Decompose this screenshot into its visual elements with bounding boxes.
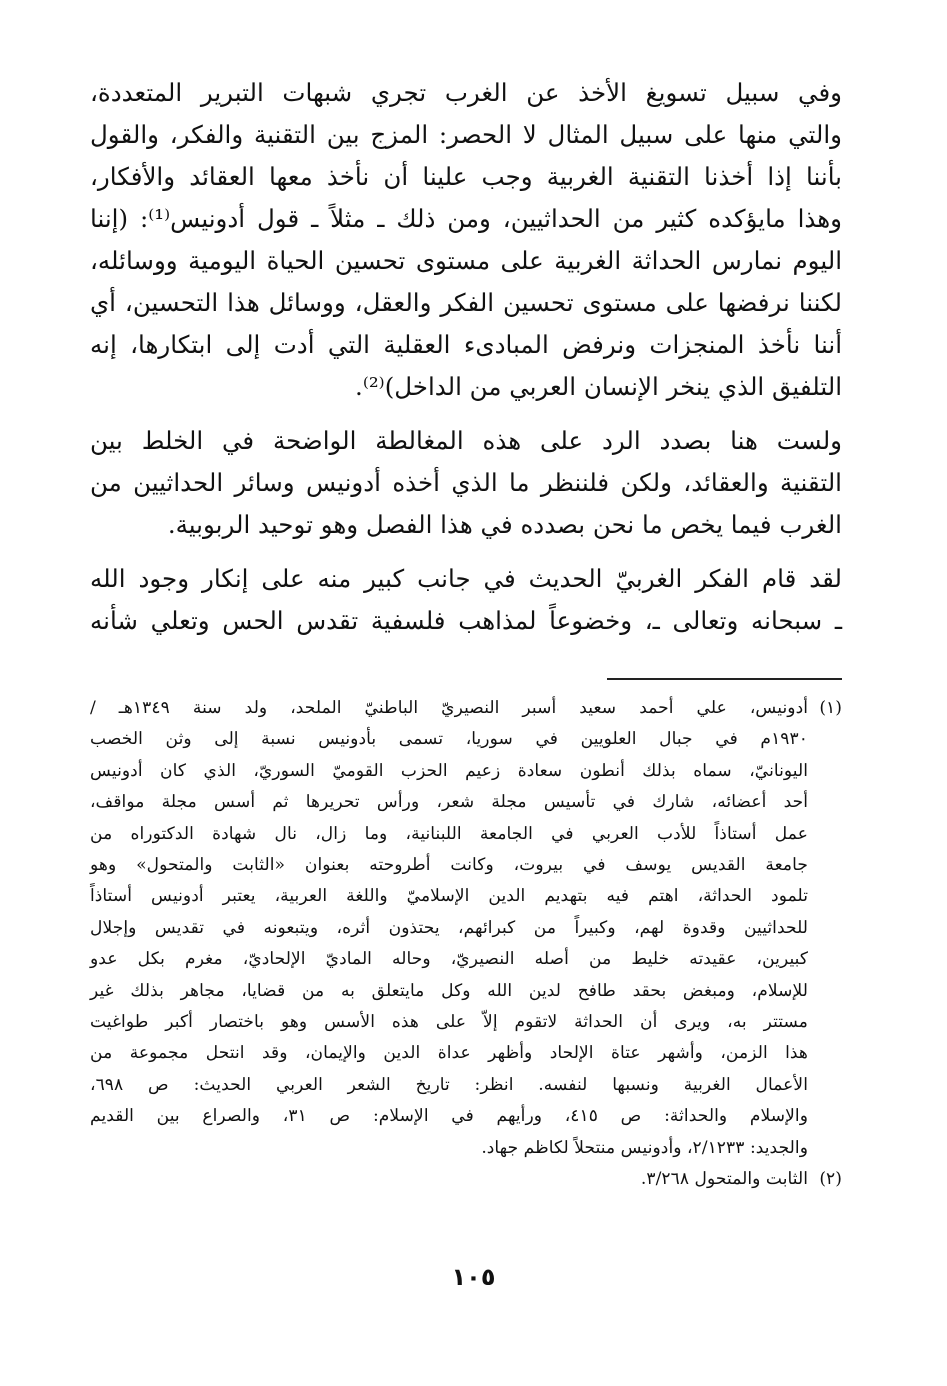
footnote-line: الثابت والمتحول ٣/٢٦٨. [640,1169,808,1190]
text-line: ولست هنا بصدد الرد على هذه المغالطة الواضحة في الخلط بين [90,426,842,455]
text-line: وفي سبيل تسويغ الأخذ عن الغرب تجري شبهات التبرير المتعددة، [90,78,842,107]
text-line: ـ سبحانه وتعالى ـ، وخضوعاً لمذاهب فلسفية تقدس الحس وتعلي شأنه [90,606,842,635]
footnote-line: للإسلام، ومبغض بحقد طافح لدين الله وكل مايتعلق به من قضايا، مجاهر بذلك غير [90,980,808,1001]
footnote-line: عمل أستاذاً للأدب العربي في الجامعة اللبنانية، وما زال، نال شهادة الدكتوراه من [90,823,808,844]
footnote-line: هذا الزمن، وأشهر عتاة الإلحاد وأظهر عداة الدين والإيمان، وقد انتحل مجموعة من [90,1043,808,1064]
main-text [90,72,842,654]
footnote-line: والإسلام والحداثة: ص ٤١٥، ورأيهم في الإسلام: ص ٣١، والصراع بين القديم [90,1106,808,1127]
footnote-number: (٢) [819,1169,842,1190]
footnote-line: للحداثيين وقدوة لهم، وكبيراً من كبرائهم، يحتذون أثره، ويتبعونه في تقديس وإجلال [90,917,808,938]
text-line: لقد قام الفكر الغربيّ الحديث في جانب كبير منه على إنكار وجود الله [90,564,842,593]
footnote-line: أدونيس، علي أحمد سعيد أسبر النصيريّ الباطنيّ الملحد، ولد سنة ١٣٤٩هـ / [90,698,808,718]
text-line: لكننا نرفضها على مستوى تحسين الفكر والعقل، ووسائل هذا التحسين، أي [90,288,842,317]
text-line: أننا نأخذ المنجزات ونرفض المبادىء العقلية التي أدت إلى ابتكارها، إنه [90,330,842,359]
footnote-line: جامعة القديس يوسف في بيروت، وكانت أطروحته بعنوان «الثابت والمتحول» وهو [90,855,808,876]
text-line: وهذا مايؤكده كثير من الحداثيين، ومن ذلك ـ مثلاً ـ قول أدونيس⁽¹⁾: (إننا [90,204,842,233]
text-line: بأننا إذا أخذنا التقنية الغربية وجب علينا أن نأخذ معها العقائد والأفكار، [90,162,842,191]
footnote-2 [90,1164,842,1195]
footnote-line: أحد أعضائه، شارك في تأسيس مجلة شعر، ورأس تحريرها ثم أسس مجلة مواقف، [90,792,808,813]
text-line: التقنية والعقائد، ولكن فلننظر ما الذي أخذه أدونيس وسائر الحداثيين من [90,468,842,497]
footnote-number: (١) [819,698,842,718]
footnote-separator [607,678,842,680]
footnote-text [90,693,808,1164]
footnote-text [90,1164,808,1195]
footnote-line: ١٩٣٠م في جبال العلويين في سوريا، تسمى بأدونيس نسبة إلى وثن الخصب [90,729,808,750]
text-line: والتي منها على سبيل المثال لا الحصر: المزج بين التقنية والفكر، والقول [90,120,842,149]
text-line: التلفيق الذي ينخر الإنسان العربي من الداخل)⁽²⁾. [355,372,842,401]
paragraph-2 [90,420,842,546]
paragraph-3 [90,558,842,642]
footnote-1 [90,693,842,1164]
footnote-line: والجديد: ٢/١٢٣٣، وأدونيس منتحلاً لكاظم جهاد. [481,1137,808,1158]
page-number: ١٠٥ [451,1263,496,1291]
footnote-line: تلمود الحداثة، اهتم فيه بتهديم الدين الإسلاميّ واللغة العربية، يعتبر أدونيس أستاذاً [90,886,808,907]
text-line: اليوم نمارس الحداثة الغربية على مستوى تحسين الحياة اليومية ووسائله، [90,246,842,275]
footnote-line: اليونانيّ، سماه بذلك أنطون سعادة زعيم الحزب القوميّ السوريّ، الذي كان أدونيس [90,760,808,781]
footnote-line: كبيرين، عقيدته خليط من أصله النصيريّ، وحاله الماديّ الإلحاديّ، مغرم بكل عدو [90,949,808,970]
paragraph-1 [90,72,842,408]
footnote-line: مستتر به، ويرى أن الحداثة لاتقوم إلاّ على هذه الأسس وهو باختصار أكبر طواغيت [90,1012,808,1033]
footnotes [90,693,842,1196]
footnote-line: الأعمال الغربية ونسبها لنفسه. انظر: تاريخ الشعر العربي الحديث: ص ٦٩٨، [90,1074,808,1095]
text-line: الغرب فيما يخص ما نحن بصدده في هذا الفصل وهو توحيد الربوبية. [167,510,842,539]
